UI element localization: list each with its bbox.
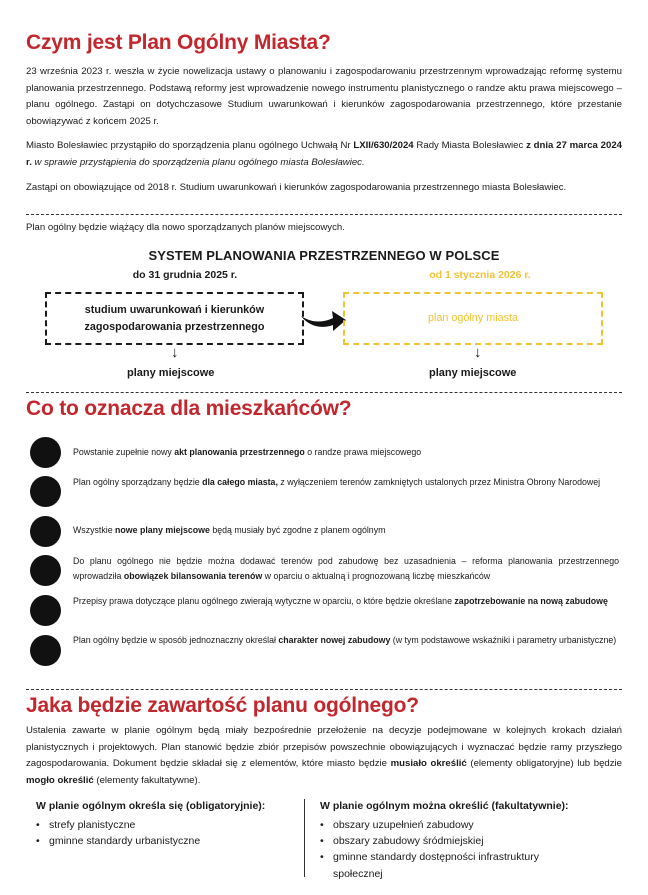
divider <box>26 214 622 215</box>
list-item: • strefy planistyczne <box>36 817 291 833</box>
plan-ogolny-box: plan ogólny miasta <box>343 292 603 345</box>
list-item: • gminne standardy dostępności infrastruktury społecznej <box>320 849 590 881</box>
obligatory-heading: W planie ogólnym określa się (obligatoryjnie): <box>36 800 266 812</box>
replacement-paragraph: Zastąpi on obowiązujące od 2018 r. Studium uwarunkowań i kierunków zagospodarowania przestrzennego miasta Bolesławiec. <box>26 182 567 193</box>
list-item: • obszary zabudowy śródmiejskiej <box>320 833 590 849</box>
resolution-text-c: Rady Miasta Bolesławiec <box>413 140 527 151</box>
resolution-text-a: Miasto Bolesławiec przystąpiło do sporządzenia planu ogólnego Uchwałą Nr <box>26 140 354 151</box>
era-until-2025: do 31 grudnia 2025 r. <box>132 269 238 281</box>
system-diagram-title: SYSTEM PLANOWANIA PRZESTRZENNEGO W POLSCE <box>148 248 500 263</box>
bullet-dot-icon <box>30 595 61 626</box>
section-title-what-is-plan: Czym jest Plan Ogólny Miasta? <box>26 31 331 54</box>
down-arrow-icon-right: ↓ <box>474 344 482 361</box>
optional-heading: W planie ogólnym można określić (fakultatywnie): <box>320 800 569 812</box>
list-item: Plan ogólny sporządzany będzie dla całego miasta, z wyłączeniem terenów zamkniętych ustalonych przez Ministra Obrony Narodowej <box>73 477 601 487</box>
studium-box <box>45 292 304 345</box>
bullet-dot-icon <box>30 516 61 547</box>
list-item: Wszystkie nowe plany miejscowe będą musiały być zgodne z planem ogólnym <box>73 525 386 535</box>
section-title-contents: Jaka będzie zawartość planu ogólnego? <box>26 694 419 717</box>
resolution-number: LXII/630/2024 <box>353 140 414 151</box>
column-divider <box>304 799 305 877</box>
resolution-subject: w sprawie przystąpienia do sporządzenia planu ogólnego miasta Bolesławiec. <box>31 156 365 168</box>
list-item: • gminne standardy urbanistyczne <box>36 833 291 849</box>
resolution-paragraph <box>26 138 622 171</box>
plany-miejscowe-left: plany miejscowe <box>127 367 215 379</box>
down-arrow-icon-left: ↓ <box>171 344 179 361</box>
divider <box>26 689 622 690</box>
studium-box-line1: studium uwarunkowań i kierunków <box>84 303 265 316</box>
studium-box-line2: zagospodarowania przestrzennego <box>84 320 265 333</box>
section-title-residents: Co to oznacza dla mieszkańców? <box>26 397 352 420</box>
era-from-2026: od 1 stycznia 2026 r. <box>429 269 531 281</box>
bullet-dot-icon <box>30 437 61 468</box>
binding-paragraph: Plan ogólny będzie wiążący dla nowo sporządzanych planów miejscowych. <box>26 222 345 233</box>
optional-list <box>320 817 590 882</box>
plany-miejscowe-right: plany miejscowe <box>429 367 517 379</box>
bullet-dot-icon <box>30 476 61 507</box>
list-item: Przepisy prawa dotyczące planu ogólnego zwierają wytyczne w oparciu, o które będzie określane zapotrzebowanie na nową zabudowę <box>73 596 608 606</box>
list-item: Do planu ogólnego nie będzie można dodawać terenów pod zabudowę bez uzasadnienia – reforma planowania przestrzennego wprowadziła obowiązek bilansowania terenów w oparciu o aktualną i prognozowaną liczbę mieszkańców <box>73 556 619 582</box>
list-item: Powstanie zupełnie nowy akt planowania przestrzennego o randze prawa miejscowego <box>73 447 422 457</box>
transition-arrow-icon <box>299 304 347 334</box>
resolution-date: z dnia 27 marca 2024 r. <box>26 140 622 168</box>
contents-paragraph: Ustalenia zawarte w planie ogólnym będą miały bezpośrednie przełożenie na decyzje podejmowane w kolejnych krokach działań planistycznych i projektowych. Plan stanowić będzie zbiór przepisów powszechnie obowiązujących i wyznaczać będzie ramy przyszłego zagospodarowania. Dokument będzie składał się z elementów, które miasto będzie musiało określić (elementy obligatoryjne) lub będzie mogło określić (elementy fakultatywne). <box>26 725 623 786</box>
must-determine: musiało określić <box>390 758 467 770</box>
list-item: Plan ogólny będzie w sposób jednoznaczny określał charakter nowej zabudowy (w tym podstawowe wskaźniki i parametry urbanistyczne) <box>73 635 617 645</box>
divider <box>26 392 622 393</box>
may-determine: mogło określić <box>26 774 94 786</box>
intro-paragraph: 23 września 2023 r. weszła w życie nowelizacja ustawy o planowaniu i zagospodarowaniu przestrzennym wprowadzając reformę systemu planowania przestrzennego. Podstawą reformy jest wprowadzenie nowego instrumentu planistycznego o randze aktu prawa miejscowego – planu ogólnego. Zastąpi on dotychczasowe Studium uwarunkowań i kierunków zagospodarowania przestrzennego, które przestanie obowiązywać z końcem 2025 r. <box>26 66 622 127</box>
bullet-dot-icon <box>30 555 61 586</box>
bullet-dot-icon <box>30 635 61 666</box>
list-item: • obszary uzupełnień zabudowy <box>320 817 590 833</box>
obligatory-list <box>36 817 291 849</box>
